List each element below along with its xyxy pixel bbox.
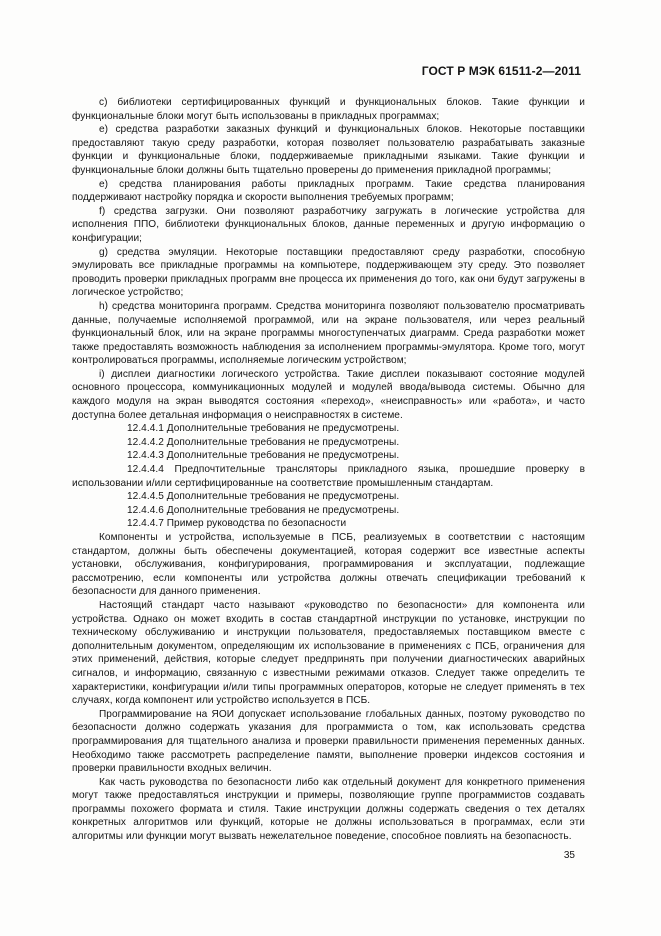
- subclause-12-4-4-7: 12.4.4.7 Пример руководства по безопасности: [127, 518, 347, 530]
- page-number: 35: [563, 850, 575, 861]
- standard-id-header: ГОСТ Р МЭК 61511-2—2011: [421, 64, 581, 78]
- list-item-e-scheduling: e) средства планирования работы прикладных программ. Такие средства планирования поддерживают настройку порядка и скорости выполнения требуемых программ;: [72, 178, 585, 204]
- paragraph-fpl-programming: Программирование на ЯОИ допускает использование глобальных данных, поэтому руководство по безопасности должно содержать указания для программиста о том, как использовать средства программирования для тщательного анализа и проверки правильности применения переменных данных. Необходимо также рассмотреть распределение памяти, выполнение проверки индексов состояния и проверки правильности входных величин.: [72, 708, 585, 775]
- list-item-h: h) средства мониторинга программ. Средства мониторинга позволяют пользователю просматривать данные, получаемые исполняемой программой, или на экране пользователя, или через реальный функциональный блок, или на экране программы многоступенчатых диаграмм. Среда разработки может также предоставлять возможность наблюдения за исполнением программы-эмулятора. Кроме того, могут контролироваться программы, исполняемые логическим устройством;: [72, 300, 585, 367]
- page-body: [72, 96, 585, 844]
- subclause-12-4-4-2: 12.4.4.2 Дополнительные требования не предусмотрены.: [127, 436, 400, 448]
- list-item-e-custom-functions: e) средства разработки заказных функций и функциональных блоков. Некоторые поставщики предоставляют такую среду разработки, которая позволяет пользователю разрабатывать заказные функции и функциональные блоки, поддерживаемые прикладными языками. Такие функции и функциональные блоки должны быть тщательно проверены до применения прикладной программы;: [72, 124, 585, 176]
- subclause-12-4-4-6: 12.4.4.6 Дополнительные требования не предусмотрены.: [127, 504, 400, 516]
- list-item-i: i) дисплеи диагностики логического устройства. Такие дисплеи показывают состояние модулей основного процессора, коммуникационных модулей и модулей ввода/вывода системы. Обычно для каждого модуля на экран выводятся состояния «переход», «неисправность» или «работа», и часто доступна более детальная информация о неисправностях в системе.: [72, 368, 585, 421]
- subclause-12-4-4-4: 12.4.4.4 Предпочтительные трансляторы прикладного языка, прошедшие проверку в использовании и/или сертифицированные на соответствие промышленным стандартам.: [72, 464, 585, 489]
- list-item-c: c) библиотеки сертифицированных функций и функциональных блоков. Такие функции и функциональные блоки могут быть использованы в прикладных программах;: [72, 97, 585, 122]
- paragraph-documentation: Компоненты и устройства, используемые в ПСБ, реализуемых в соответствии с настоящим стандартом, должны быть обеспечены документацией, которая содержит все известные аспекты установки, обслуживания, конфигурирования, программирования и эксплуатации, подлежащие рассмотрению, если компоненты или устройства должны отвечать спецификации требований к безопасности для данного применения.: [72, 532, 585, 598]
- paragraph-safety-manual: Настоящий стандарт часто называют «руководство по безопасности» для компонента или устройства. Однако он может входить в состав стандартной инструкции по установке, инструкции по техническому обслуживанию и инструкции пользователя, предоставляемых поставщиком вместе с дополнительным документом, определяющим их использование в применениях с ПСБ, ограничения для этих применений, действия, которые следует предпринять при получении диагностических аварийных сигналов, и информацию, связанную с известными режимами отказов. Следует также определить те характеристики, конфигурации и/или типы программных операторов, которые не следует применять в тех случаях, когда компонент или устройство используется в ПСБ.: [72, 599, 585, 707]
- list-item-f: f) средства загрузки. Они позволяют разработчику загружать в логические устройства для исполнения ППО, библиотеки функциональных блоков, данные переменных и другую информацию о конфигурации;: [72, 205, 585, 244]
- subclause-12-4-4-1: 12.4.4.1 Дополнительные требования не предусмотрены.: [127, 423, 400, 435]
- list-item-g: g) средства эмуляции. Некоторые поставщики предоставляют среду разработки, способную эмулировать все прикладные программы на компьютере, поддерживающем эту среду. Это позволяет проводить проверки прикладных программ вне процесса их применения до того, как они будут загружены в логическое устройство;: [72, 246, 585, 299]
- subclause-12-4-4-5: 12.4.4.5 Дополнительные требования не предусмотрены.: [127, 491, 400, 503]
- subclause-12-4-4-3: 12.4.4.3 Дополнительные требования не предусмотрены.: [127, 450, 400, 462]
- paragraph-instructions-examples: Как часть руководства по безопасности либо как отдельный документ для конкретного применения могут также предоставляться инструкции и примеры, позволяющие группе программистов создавать программы похожего формата и стиля. Такие инструкции должны содержать сведения о тех деталях конкретных алгоритмов или функций, которые не должны использоваться в программах, если эти алгоритмы или функции могут вызвать нежелательное поведение, способное повлиять на безопасность.: [72, 776, 585, 843]
